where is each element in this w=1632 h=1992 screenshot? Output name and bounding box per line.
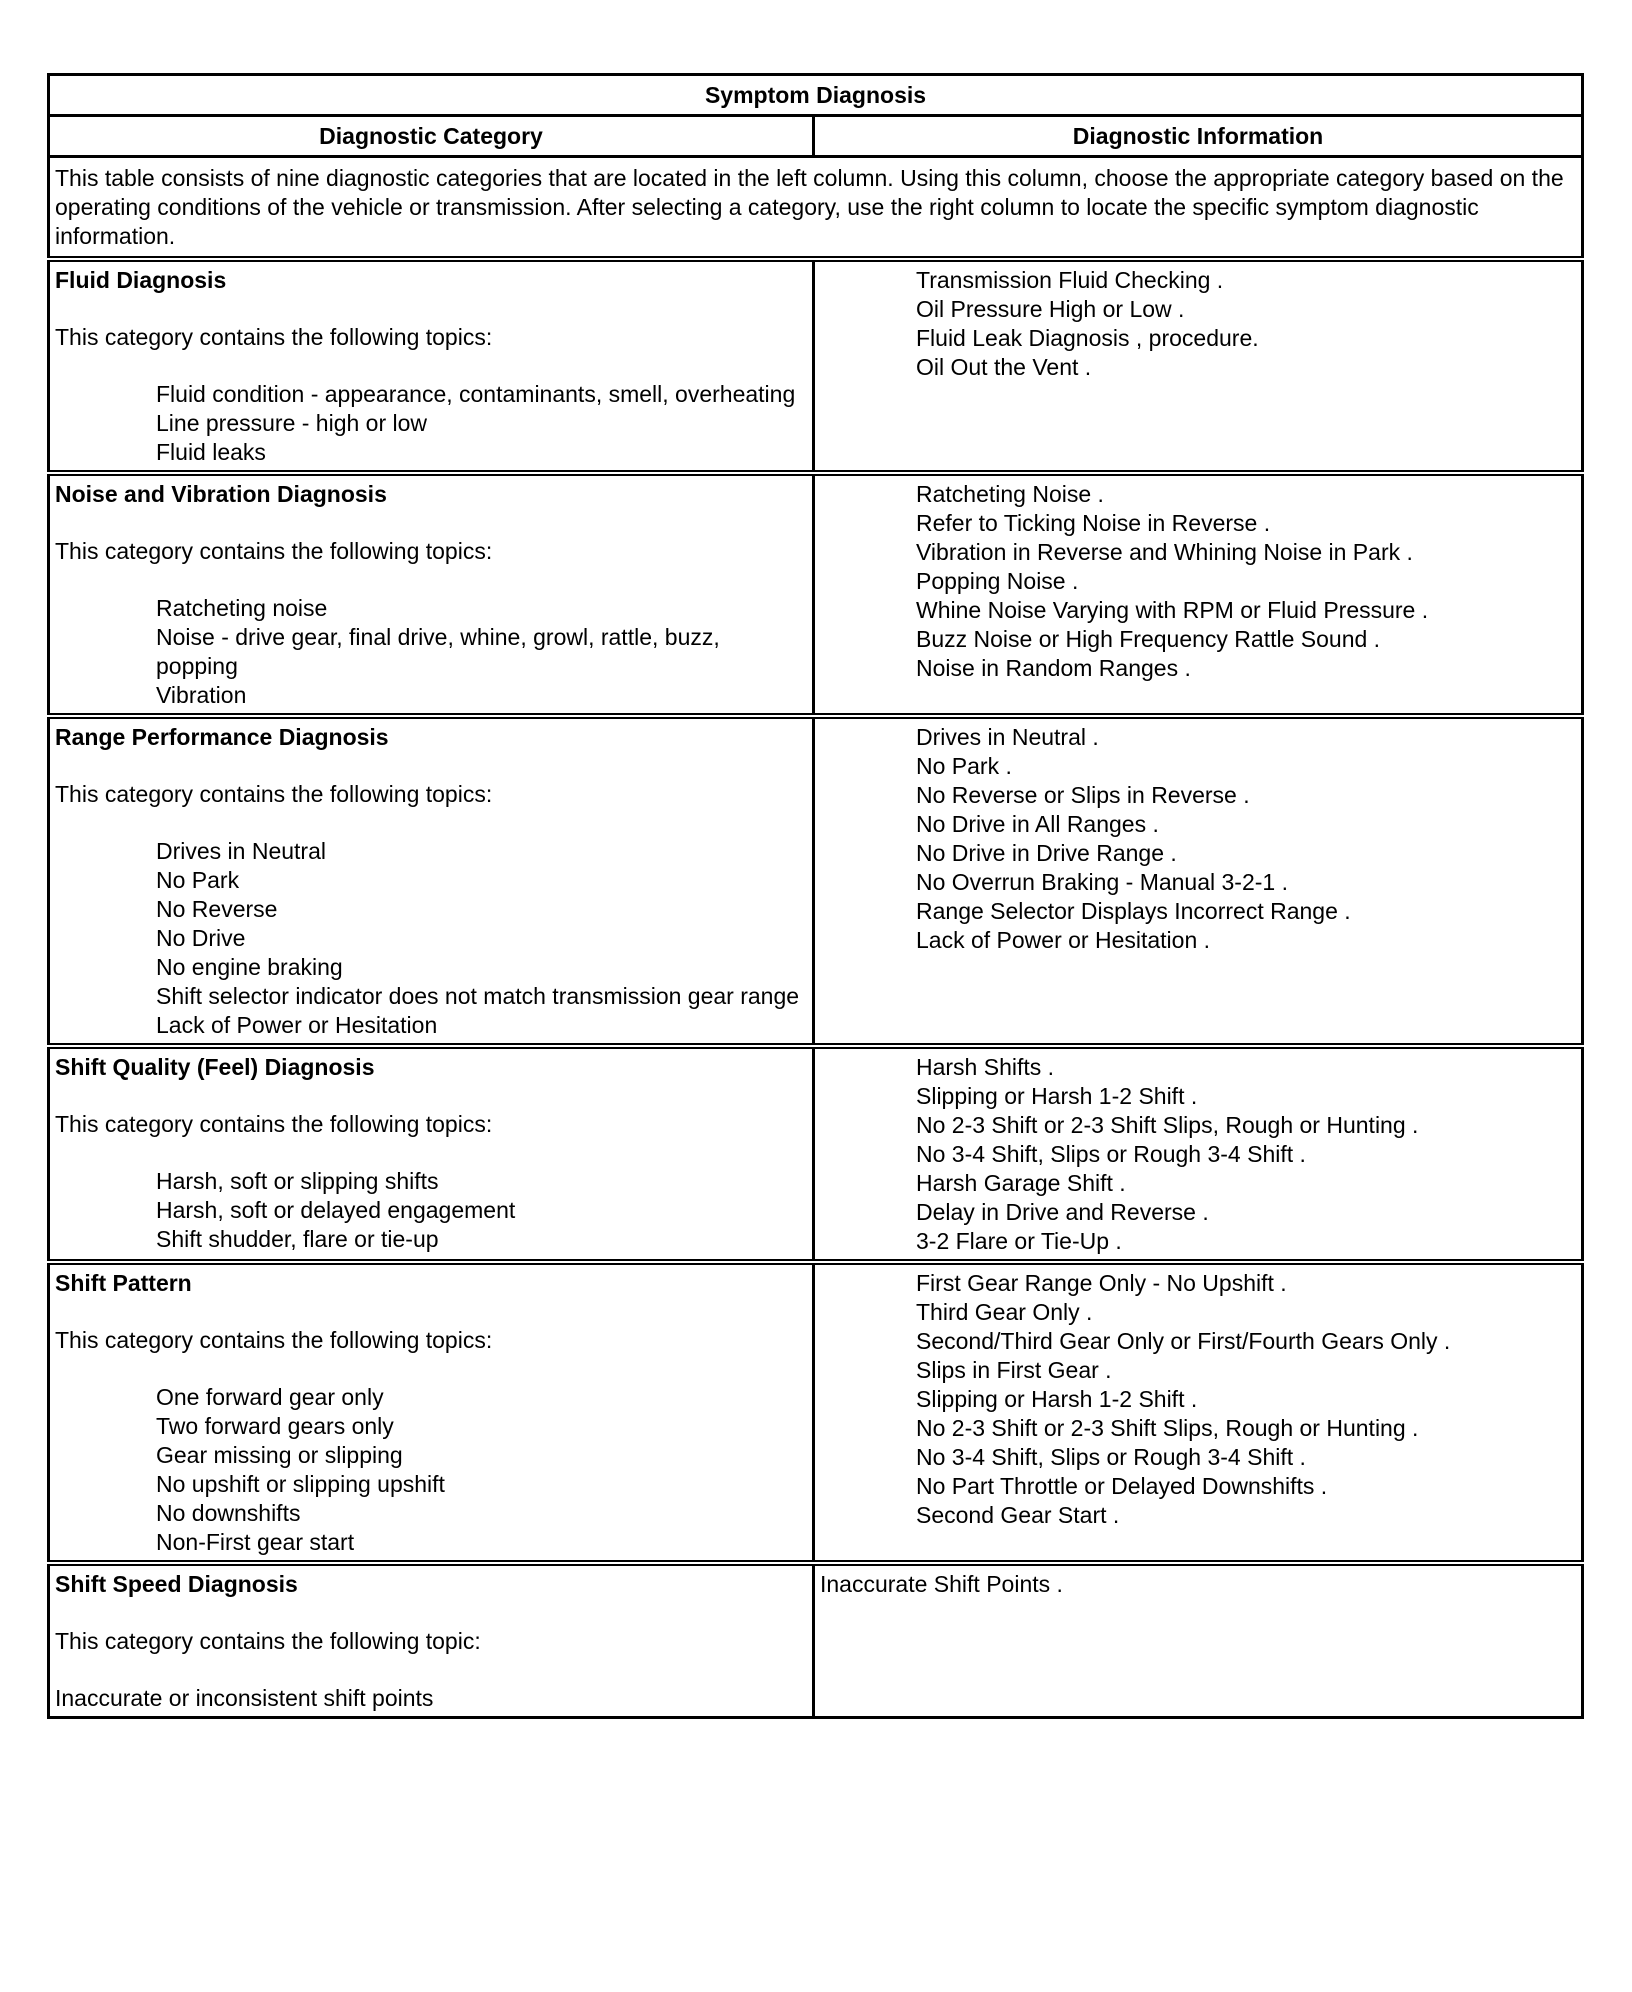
information-cell xyxy=(814,1046,1583,1262)
topic-item: Inaccurate or inconsistent shift points xyxy=(55,1685,434,1711)
category-title: Shift Speed Diagnosis xyxy=(55,1571,298,1597)
intro-row xyxy=(49,157,1583,260)
information-link[interactable]: Second Gear Start . xyxy=(916,1502,1120,1528)
category-title: Fluid Diagnosis xyxy=(55,267,227,293)
information-link[interactable]: Buzz Noise or High Frequency Rattle Sound . xyxy=(916,626,1381,652)
topic-item: Line pressure - high or low xyxy=(156,410,428,436)
topic-item: Drives in Neutral xyxy=(156,838,326,864)
topic-item: Harsh, soft or delayed engagement xyxy=(156,1197,516,1223)
category-subtitle: This category contains the following topics: xyxy=(55,781,493,807)
topic-list xyxy=(55,380,807,467)
information-link[interactable]: Vibration in Reverse and Whining Noise in Park . xyxy=(916,539,1413,565)
information-link[interactable]: Whine Noise Varying with RPM or Fluid Pressure . xyxy=(916,597,1429,623)
topic-item: No Park xyxy=(156,867,240,893)
information-list xyxy=(820,266,1576,382)
category-cell xyxy=(49,1262,814,1563)
category-title: Shift Quality (Feel) Diagnosis xyxy=(55,1054,375,1080)
information-link[interactable]: Drives in Neutral . xyxy=(916,724,1099,750)
information-cell xyxy=(814,1262,1583,1563)
information-link[interactable]: First Gear Range Only - No Upshift . xyxy=(916,1270,1287,1296)
category-title: Range Performance Diagnosis xyxy=(55,724,389,750)
topic-item: Fluid leaks xyxy=(156,439,266,465)
category-row xyxy=(49,1563,1583,1718)
topic-item: Noise - drive gear, final drive, whine, growl, rattle, buzz, popping xyxy=(156,624,720,679)
category-row xyxy=(49,473,1583,716)
information-list xyxy=(820,1570,1576,1599)
topic-item: Gear missing or slipping xyxy=(156,1442,403,1468)
topic-list xyxy=(55,1167,807,1254)
information-cell xyxy=(814,473,1583,716)
category-row xyxy=(49,716,1583,1046)
information-cell xyxy=(814,259,1583,473)
information-link[interactable]: Third Gear Only . xyxy=(916,1299,1093,1325)
category-subtitle: This category contains the following topics: xyxy=(55,324,493,350)
information-list xyxy=(820,1053,1576,1256)
topic-item: Vibration xyxy=(156,682,247,708)
information-link[interactable]: Second/Third Gear Only or First/Fourth Gears Only . xyxy=(916,1328,1451,1354)
category-cell xyxy=(49,259,814,473)
category-subtitle: This category contains the following topics: xyxy=(55,1111,493,1137)
topic-item: No Drive xyxy=(156,925,246,951)
category-title: Noise and Vibration Diagnosis xyxy=(55,481,387,507)
category-row xyxy=(49,1046,1583,1262)
symptom-diagnosis-table xyxy=(47,73,1584,1719)
information-link[interactable]: Inaccurate Shift Points . xyxy=(820,1571,1063,1597)
information-link[interactable]: No Drive in All Ranges . xyxy=(916,811,1159,837)
information-link[interactable]: Fluid Leak Diagnosis , procedure. xyxy=(916,325,1259,351)
information-link[interactable]: Oil Out the Vent . xyxy=(916,354,1092,380)
information-link[interactable]: Delay in Drive and Reverse . xyxy=(916,1199,1209,1225)
category-cell xyxy=(49,1046,814,1262)
category-cell xyxy=(49,1563,814,1718)
information-link[interactable]: No 2-3 Shift or 2-3 Shift Slips, Rough or Hunting . xyxy=(916,1415,1419,1441)
information-link[interactable]: No 3-4 Shift, Slips or Rough 3-4 Shift . xyxy=(916,1141,1306,1167)
information-link[interactable]: No Overrun Braking - Manual 3-2-1 . xyxy=(916,869,1288,895)
topic-item: Harsh, soft or slipping shifts xyxy=(156,1168,439,1194)
information-list xyxy=(820,480,1576,683)
information-cell xyxy=(814,716,1583,1046)
topic-item: No Reverse xyxy=(156,896,278,922)
information-link[interactable]: Ratcheting Noise . xyxy=(916,481,1104,507)
information-link[interactable]: No 3-4 Shift, Slips or Rough 3-4 Shift . xyxy=(916,1444,1306,1470)
information-cell xyxy=(814,1563,1583,1718)
information-link[interactable]: Lack of Power or Hesitation . xyxy=(916,927,1211,953)
category-subtitle: This category contains the following topics: xyxy=(55,1327,493,1353)
topic-list xyxy=(55,1684,807,1713)
category-cell xyxy=(49,716,814,1046)
information-link[interactable]: Harsh Shifts . xyxy=(916,1054,1055,1080)
information-link[interactable]: Slipping or Harsh 1-2 Shift . xyxy=(916,1083,1198,1109)
topic-item: Non-First gear start xyxy=(156,1529,355,1555)
category-row xyxy=(49,259,1583,473)
topic-list xyxy=(55,837,807,1040)
information-link[interactable]: Refer to Ticking Noise in Reverse . xyxy=(916,510,1271,536)
information-link[interactable]: No Part Throttle or Delayed Downshifts . xyxy=(916,1473,1328,1499)
information-link[interactable]: 3-2 Flare or Tie-Up . xyxy=(916,1228,1122,1254)
information-link[interactable]: No Park . xyxy=(916,753,1012,779)
topic-item: No downshifts xyxy=(156,1500,301,1526)
information-link[interactable]: Range Selector Displays Incorrect Range . xyxy=(916,898,1351,924)
information-link[interactable]: No Reverse or Slips in Reverse . xyxy=(916,782,1250,808)
topic-item: No engine braking xyxy=(156,954,343,980)
category-subtitle: This category contains the following topic: xyxy=(55,1628,481,1654)
information-list xyxy=(820,1269,1576,1530)
topic-list xyxy=(55,594,807,710)
information-link[interactable]: Popping Noise . xyxy=(916,568,1079,594)
information-link[interactable]: No Drive in Drive Range . xyxy=(916,840,1177,866)
topic-item: Two forward gears only xyxy=(156,1413,394,1439)
column-header-row xyxy=(49,116,1583,157)
information-link[interactable]: Oil Pressure High or Low . xyxy=(916,296,1185,322)
topic-item: Shift selector indicator does not match transmission gear range xyxy=(156,983,800,1009)
information-link[interactable]: Harsh Garage Shift . xyxy=(916,1170,1126,1196)
information-link[interactable]: Noise in Random Ranges . xyxy=(916,655,1191,681)
topic-list xyxy=(55,1383,807,1557)
information-link[interactable]: No 2-3 Shift or 2-3 Shift Slips, Rough or Hunting . xyxy=(916,1112,1419,1138)
topic-item: One forward gear only xyxy=(156,1384,384,1410)
column-header-information: Diagnostic Information xyxy=(814,116,1583,157)
topic-item: Fluid condition - appearance, contaminants, smell, overheating xyxy=(156,381,796,407)
topic-item: Shift shudder, flare or tie-up xyxy=(156,1226,439,1252)
information-link[interactable]: Slips in First Gear . xyxy=(916,1357,1112,1383)
category-title: Shift Pattern xyxy=(55,1270,192,1296)
topic-item: Lack of Power or Hesitation xyxy=(156,1012,438,1038)
table-title: Symptom Diagnosis xyxy=(49,75,1583,116)
information-list xyxy=(820,723,1576,955)
information-link[interactable]: Slipping or Harsh 1-2 Shift . xyxy=(916,1386,1198,1412)
intro-text: This table consists of nine diagnostic categories that are located in the left column. Using this column, choose the appropriate category based on the operating conditions of the vehicle or transmission. After selecting a category, use the right column to locate the specific symptom diagnostic information. xyxy=(49,157,1583,260)
topic-item: No upshift or slipping upshift xyxy=(156,1471,445,1497)
information-link[interactable]: Transmission Fluid Checking . xyxy=(916,267,1224,293)
category-cell xyxy=(49,473,814,716)
category-subtitle: This category contains the following topics: xyxy=(55,538,493,564)
column-header-category: Diagnostic Category xyxy=(49,116,814,157)
topic-item: Ratcheting noise xyxy=(156,595,328,621)
category-row xyxy=(49,1262,1583,1563)
table-title-row xyxy=(49,75,1583,116)
